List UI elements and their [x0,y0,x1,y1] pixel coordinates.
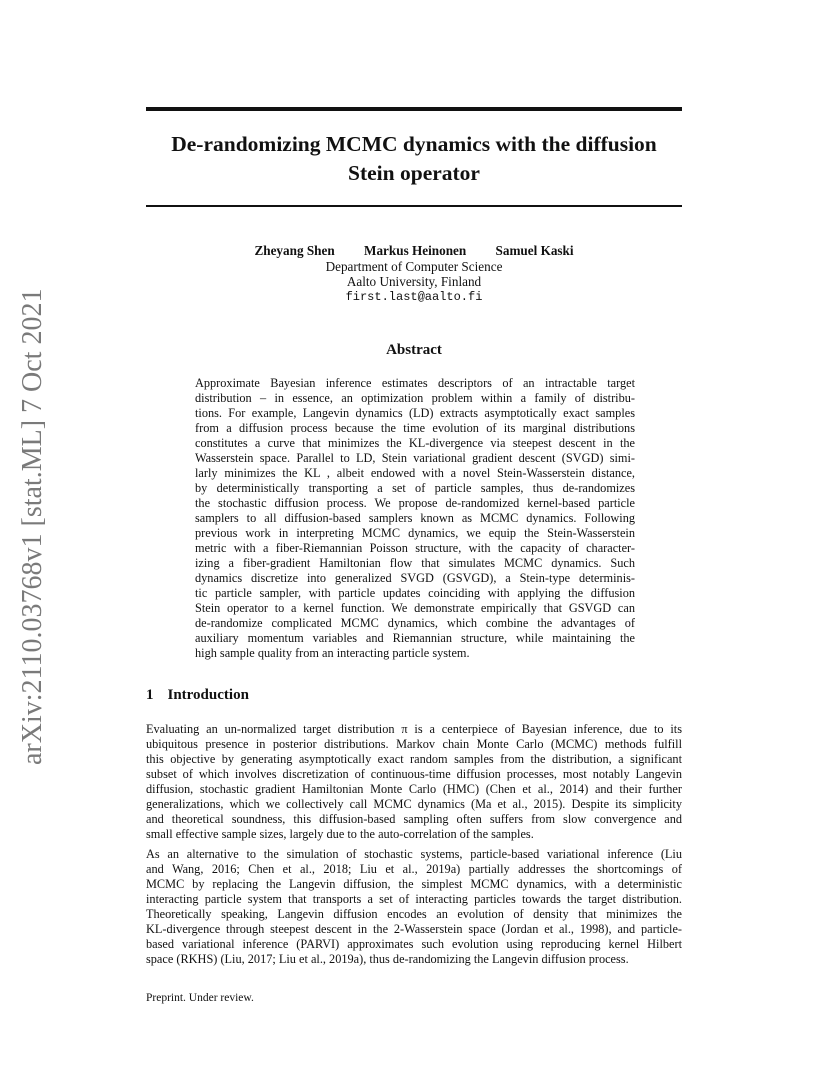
author-email: first.last@aalto.fi [345,289,483,304]
paragraph-line: space (RKHS) (Liu, 2017; Liu et al., 2019a), thus de-randomizing the Langevin diffusion process. [146,952,629,966]
paragraph-line: subset of which involves discretization of continuous-time diffusion processes, most notably Langevin [146,767,682,781]
abstract-line: tic particle sampler, with particle updates coinciding with applying the diffusion [195,586,635,600]
abstract-line: dynamics discretize into generalized SVGD (GSVGD), a Stein-type determinis- [195,571,635,585]
abstract-line: samplers to all diffusion-based samplers known as MCMC dynamics. Following [195,511,635,525]
paragraph-line: MCMC by replacing the Langevin diffusion, the simplest MCMC dynamics, with a deterministic [146,877,682,891]
title-line-1: De-randomizing MCMC dynamics with the diffusion [171,132,657,156]
paragraph-line: As an alternative to the simulation of stochastic systems, particle-based variational inference (Liu [146,847,682,861]
preprint-note: Preprint. Under review. [146,992,254,1004]
section-title: Introduction [167,687,249,703]
author-block [146,243,682,305]
paragraph-line: Theoretically speaking, Langevin diffusion encodes an evolution of density that minimizes the [146,907,682,921]
arxiv-identifier: arXiv:2110.03768v1 [stat.ML] 7 Oct 2021 [17,288,48,765]
abstract-line: by deterministically transporting a set of particle samples, thus de-randomizes [195,481,635,495]
abstract-line: Wasserstein space. Parallel to LD, Stein variational gradient descent (SVGD) simi- [195,451,635,465]
intro-paragraph-1 [146,722,682,842]
abstract-line: metric with a fiber-Riemannian Poisson structure, with the capacity of character- [195,541,635,555]
section-heading [146,687,249,704]
paragraph-line: and theoretical soundness, this diffusion-based sampling often suffers from slow convergence and [146,812,682,826]
section-number: 1 [146,687,154,703]
abstract-line: previous work in interpreting MCMC dynamics, we equip the Stein-Wasserstein [195,526,635,540]
title-line-2: Stein operator [348,161,480,185]
abstract-line: distribution – in essence, an optimization problem within a family of distribu- [195,391,635,405]
author-name: Zheyang Shen [254,243,335,258]
abstract-body [195,376,635,661]
abstract-line: de-randomize complicated MCMC dynamics, which combine the advantages of [195,616,635,630]
abstract-line: from a diffusion process because the time evolution of its marginal distributions [195,421,635,435]
paragraph-line: based variational inference (PARVI) approximates such evolution using reproducing kernel Hilbert [146,937,682,951]
author-name: Markus Heinonen [364,243,467,258]
abstract-line: constitutes a curve that minimizes the KL-divergence via steepest descent in the [195,436,635,450]
author-names [146,243,682,259]
paragraph-line: generalizations, which we collectively call MCMC dynamics (Ma et al., 2015). Despite its simplicity [146,797,682,811]
abstract-line: high sample quality from an interacting particle system. [195,646,470,660]
abstract-heading: Abstract [386,342,442,358]
author-name: Samuel Kaski [495,243,574,258]
paragraph-line: ubiquitous presence in posterior distributions. Markov chain Monte Carlo (MCMC) methods fulfill [146,737,682,751]
abstract-line: auxiliary momentum variables and Riemannian structure, while maintaining the [195,631,635,645]
paragraph-line: interacting particle system that transports a set of interacting particles towards the target distribution. [146,892,682,906]
title-bottom-rule [146,205,682,207]
abstract-line: the stochastic diffusion process. We propose de-randomized kernel-based particle [195,496,635,510]
paragraph-line: KL-divergence through steepest descent in the 2-Wasserstein space (Jordan et al., 1998), and particle- [146,922,682,936]
paragraph-line: this objective by generating asymptotically exact random samples from the distribution, a significant [146,752,682,766]
abstract-line: tions. For example, Langevin dynamics (LD) extracts asymptotically exact samples [195,406,635,420]
paragraph-line: Evaluating an un-normalized target distribution π is a centerpiece of Bayesian inference, due to its [146,722,682,736]
abstract-line: Stein operator to a kernel function. We demonstrate empirically that GSVGD can [195,601,635,615]
paragraph-line: and Wang, 2016; Chen et al., 2018; Liu et al., 2019a) partially addresses the shortcomings of [146,862,682,876]
paper-title [146,130,682,188]
paragraph-line: small effective sample sizes, largely due to the auto-correlation of the samples. [146,827,534,841]
abstract-line: izing a fiber-gradient Hamiltonian flow that simulates MCMC dynamics. Such [195,556,635,570]
abstract-line: Approximate Bayesian inference estimates descriptors of an intractable target [195,376,635,390]
intro-paragraph-2 [146,847,682,967]
author-university: Aalto University, Finland [346,274,482,289]
abstract-line: larly minimizes the KL , albeit endowed with a novel Stein-Wasserstein distance, [195,466,635,480]
author-department: Department of Computer Science [325,258,503,274]
paragraph-line: diffusion, stochastic gradient Hamiltonian Monte Carlo (HMC) (Chen et al., 2014) and their further [146,782,682,796]
title-top-rule [146,107,682,111]
